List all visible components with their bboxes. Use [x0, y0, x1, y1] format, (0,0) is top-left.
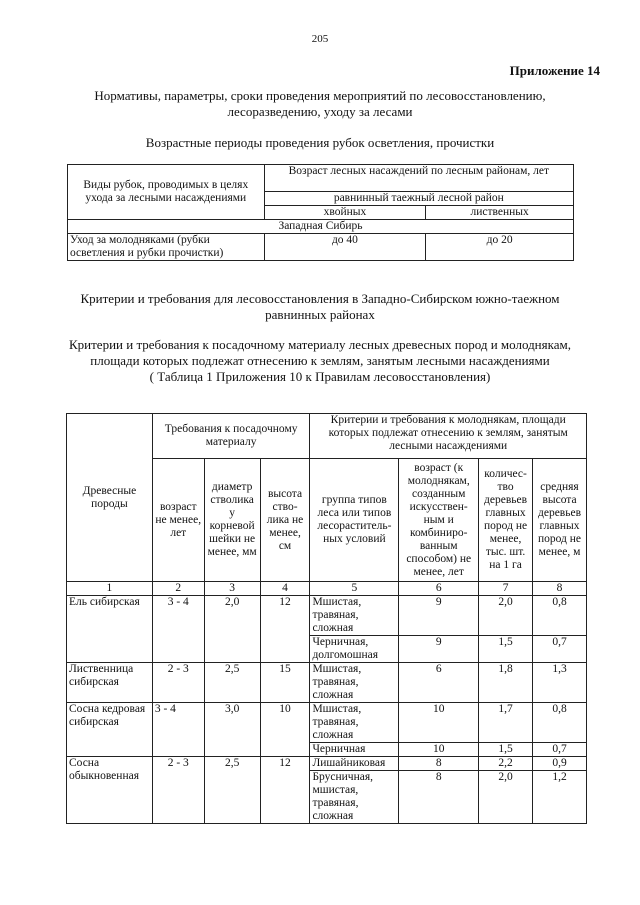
table-row — [67, 757, 587, 771]
tree-count: 2,0 — [479, 596, 533, 636]
forest-type-group: Черничная — [310, 743, 399, 757]
zone-row: Западная Сибирь — [68, 220, 574, 234]
young-stand-age: 9 — [399, 636, 479, 663]
average-height: 0,7 — [533, 636, 587, 663]
row-young-stand-care: Уход за молодняками (рубки осветления и рубки прочистки) — [68, 234, 265, 261]
forest-type-group: Лишайниковая — [310, 757, 399, 771]
header-young-age: возраст (к молоднякам, созданным искусствен-ным и комбиниро-ванным способом) не менее, лет — [399, 459, 479, 582]
column-number-4: 4 — [260, 582, 310, 596]
planting-height: 10 — [260, 703, 310, 757]
young-stand-age: 6 — [399, 663, 479, 703]
header-species: Древесные породы — [67, 414, 153, 582]
species-rows — [67, 596, 587, 824]
average-height: 1,3 — [533, 663, 587, 703]
average-height: 0,7 — [533, 743, 587, 757]
column-number-2: 2 — [152, 582, 204, 596]
header-cutting-types: Виды рубок, проводимых в целях ухода за лесными насаждениями — [68, 165, 265, 220]
header-tree-count: количес-тво деревьев главных пород не менее, тыс. шт. на 1 га — [479, 459, 533, 582]
forest-type-group: Мшистая, травяная, сложная — [310, 596, 399, 636]
forest-type-group: Мшистая, травяная, сложная — [310, 703, 399, 743]
species-name: Лиственница сибирская — [67, 663, 153, 703]
section-subtitle: Возрастные периоды проведения рубок осветления, прочистки — [145, 135, 495, 150]
planting-diameter: 2,5 — [204, 757, 260, 824]
planting-height: 12 — [260, 596, 310, 663]
planting-diameter: 2,0 — [204, 596, 260, 663]
planting-age: 2 - 3 — [152, 663, 204, 703]
column-number-7: 7 — [479, 582, 533, 596]
tree-count: 1,5 — [479, 636, 533, 663]
planting-height: 12 — [260, 757, 310, 824]
header-deciduous: лиственных — [426, 206, 574, 220]
young-stand-age: 9 — [399, 596, 479, 636]
column-number-1: 1 — [67, 582, 153, 596]
species-name: Ель сибирская — [67, 596, 153, 663]
header-region: равнинный таежный лесной район — [264, 192, 573, 206]
column-number-5: 5 — [310, 582, 399, 596]
species-name: Сосна обыкновенная — [67, 757, 153, 824]
cell-coniferous-age: до 40 — [264, 234, 426, 261]
young-stand-age: 10 — [399, 743, 479, 757]
page-number: 205 — [311, 33, 329, 45]
criteria-subtitle — [60, 337, 580, 385]
tree-count: 1,7 — [479, 703, 533, 743]
average-height: 1,2 — [533, 771, 587, 824]
header-forest-type-group: группа типов леса или типов лесораститель-ных условий — [310, 459, 399, 582]
forest-type-group: Черничная, долгомошная — [310, 636, 399, 663]
planting-age: 2 - 3 — [152, 757, 204, 824]
column-number-3: 3 — [204, 582, 260, 596]
young-stand-age: 10 — [399, 703, 479, 743]
planting-diameter: 3,0 — [204, 703, 260, 757]
header-diameter: диаметр стволика у корневой шейки не менее, мм — [204, 459, 260, 582]
table-row — [67, 663, 587, 703]
table-row — [67, 703, 587, 743]
planting-diameter: 2,5 — [204, 663, 260, 703]
tree-count: 1,8 — [479, 663, 533, 703]
planting-height: 15 — [260, 663, 310, 703]
tree-count: 1,5 — [479, 743, 533, 757]
document-title: Нормативы, параметры, сроки проведения мероприятий по лесовосстановлению, лесоразведению, уходу за лесами — [94, 88, 546, 119]
tree-count: 2,0 — [479, 771, 533, 824]
forest-type-group: Брусничная, мшистая, травяная, сложная — [310, 771, 399, 824]
column-number-6: 6 — [399, 582, 479, 596]
criteria-title: Критерии и требования для лесовосстановления в Западно-Сибирском южно-таежном равнинных районах — [80, 291, 560, 322]
cell-deciduous-age: до 20 — [426, 234, 574, 261]
average-height: 0,8 — [533, 596, 587, 636]
average-height: 0,8 — [533, 703, 587, 743]
thinning-periods-table — [67, 164, 574, 261]
header-age-by-region: Возраст лесных насаждений по лесным районам, лет — [264, 165, 573, 192]
appendix-label: Приложение 14 — [509, 63, 600, 78]
table-row — [67, 596, 587, 636]
forest-type-group: Мшистая, травяная, сложная — [310, 663, 399, 703]
criteria-subtitle-text: Критерии и требования к посадочному материалу лесных древесных пород и молоднякам, площади которых подлежат отнесению к землям, занятым лесными насаждениями — [69, 337, 571, 368]
header-young-stand-criteria: Критерии и требования к молоднякам, площади которых подлежат отнесению к землям, занятым лесными насаждениями — [310, 414, 587, 459]
species-name: Сосна кедровая сибирская — [67, 703, 153, 757]
tree-count: 2,2 — [479, 757, 533, 771]
header-planting-requirements: Требования к посадочному материалу — [152, 414, 310, 459]
column-number-row — [67, 582, 587, 596]
planting-age: 3 - 4 — [152, 596, 204, 663]
header-coniferous: хвойных — [264, 206, 426, 220]
header-average-height: средняя высота деревьев главных пород не менее, м — [533, 459, 587, 582]
young-stand-age: 8 — [399, 757, 479, 771]
average-height: 0,9 — [533, 757, 587, 771]
criteria-subtitle-reference: ( Таблица 1 Приложения 10 к Правилам лесовосстановления) — [149, 369, 491, 384]
young-stand-age: 8 — [399, 771, 479, 824]
planting-criteria-table — [66, 413, 587, 824]
header-height: высота ство-лика не менее, см — [260, 459, 310, 582]
planting-age: 3 - 4 — [152, 703, 204, 757]
header-age: возраст не менее, лет — [152, 459, 204, 582]
column-number-8: 8 — [533, 582, 587, 596]
